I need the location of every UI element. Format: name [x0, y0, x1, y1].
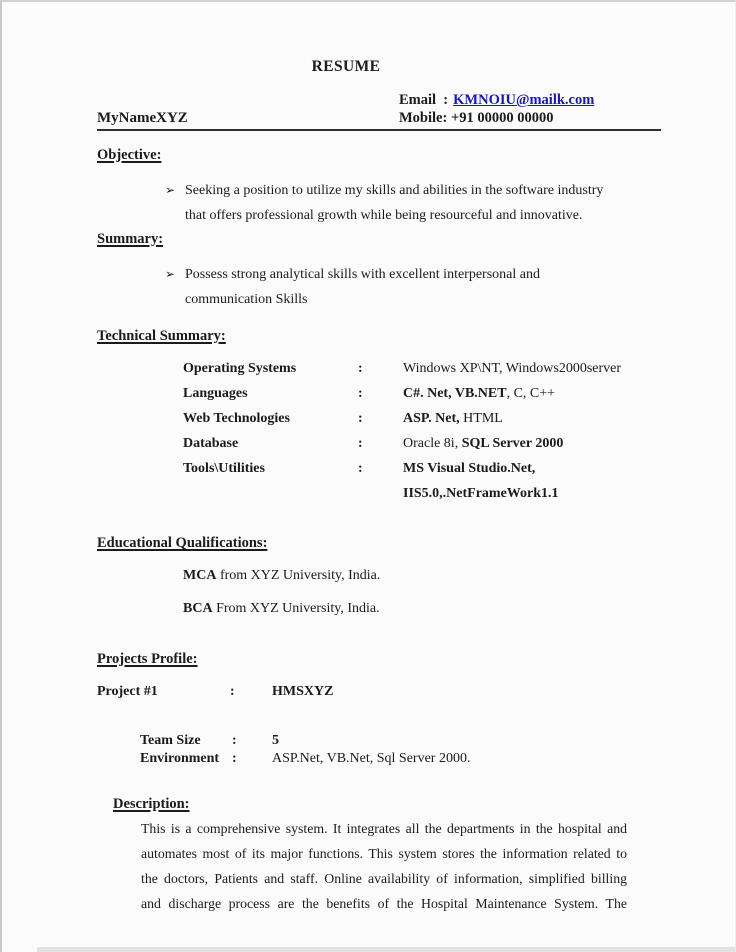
environment-label: Environment	[140, 750, 220, 766]
description-line: the doctors, Patients and staff. Online availability of information, simplified billing	[141, 871, 627, 886]
tech-label: Languages	[183, 386, 248, 401]
team-size-row	[140, 732, 661, 750]
degree: BCA	[183, 601, 213, 616]
objective-heading: Objective:	[97, 147, 162, 163]
contact-block	[399, 92, 661, 127]
team-size-label: Team Size	[140, 733, 201, 748]
page-title: RESUME	[311, 58, 381, 75]
table-row	[183, 406, 661, 431]
tech-value: ASP. Net, HTML	[403, 411, 503, 426]
summary-text	[185, 262, 540, 312]
description-line: automates most of its major functions. This system stores the information related to	[141, 846, 627, 861]
tech-colon: :	[358, 386, 363, 401]
environment-row	[140, 750, 661, 768]
degree-detail: From XYZ University, India.	[212, 601, 380, 616]
description-paragraph	[141, 816, 627, 916]
tech-value: Windows XP\NT, Windows2000server	[403, 361, 622, 376]
tech-colon: :	[358, 361, 363, 376]
education-item	[183, 599, 661, 619]
tech-label: Database	[183, 436, 239, 451]
education-heading: Educational Qualifications:	[97, 535, 268, 551]
email-label: Email :	[399, 92, 449, 108]
project-name: HMSXYZ	[272, 684, 334, 699]
technical-summary-table	[183, 356, 661, 506]
team-size-value: 5	[272, 733, 279, 748]
email-row	[399, 92, 661, 110]
candidate-name: MyNameXYZ	[97, 109, 188, 126]
tech-label: Web Technologies	[183, 411, 290, 426]
project-colon: :	[230, 684, 235, 699]
scan-edge-shadow	[37, 947, 735, 952]
degree-detail: from XYZ University, India.	[216, 568, 381, 583]
tech-value: C#. Net, VB.NET, C, C++	[403, 386, 556, 401]
objective-line: that offers professional growth while being resourceful and innovative.	[185, 208, 583, 223]
education-item	[183, 566, 661, 586]
email-link[interactable]: KMNOIU@mailk.com	[453, 92, 595, 108]
tech-value: Oracle 8i, SQL Server 2000	[403, 436, 564, 451]
description-line: This is a comprehensive system. It integrates all the departments in the hospital and	[141, 821, 627, 836]
tech-value: MS Visual Studio.Net, IIS5.0,.NetFrameWork1.1	[403, 461, 559, 501]
tech-label: Tools\Utilities	[183, 461, 265, 476]
objective-text	[185, 178, 603, 228]
description-heading: Description:	[113, 796, 190, 812]
tech-colon: :	[358, 436, 363, 451]
mobile-row: Mobile: +91 00000 00000	[399, 109, 554, 126]
projects-heading: Projects Profile:	[97, 651, 198, 667]
environment-colon: :	[232, 750, 237, 766]
header	[97, 92, 661, 131]
summary-bullet	[165, 262, 661, 312]
tech-label: Operating Systems	[183, 361, 297, 376]
tech-colon: :	[358, 461, 363, 476]
project-label: Project #1	[97, 684, 158, 699]
environment-value: ASP.Net, VB.Net, Sql Server 2000.	[272, 750, 471, 766]
table-row	[183, 381, 661, 406]
technical-summary-heading: Technical Summary:	[97, 328, 226, 344]
degree: MCA	[183, 568, 217, 583]
objective-line: Seeking a position to utilize my skills and abilities in the software industry	[185, 183, 604, 198]
table-row	[183, 356, 661, 381]
team-size-colon: :	[232, 733, 237, 748]
project-row	[97, 682, 661, 702]
arrow-bullet-icon: ➢	[165, 183, 176, 197]
summary-heading: Summary:	[97, 231, 164, 247]
summary-line: Possess strong analytical skills with excellent interpersonal and	[185, 267, 540, 282]
table-row	[183, 431, 661, 456]
table-row	[183, 456, 661, 506]
arrow-bullet-icon: ➢	[165, 267, 176, 281]
objective-bullet	[165, 178, 661, 228]
project-details	[140, 732, 661, 767]
summary-line: communication Skills	[185, 292, 308, 307]
tech-colon: :	[358, 411, 363, 426]
description-line: and discharge process are the benefits of the Hospital Maintenance System. The	[141, 896, 627, 911]
